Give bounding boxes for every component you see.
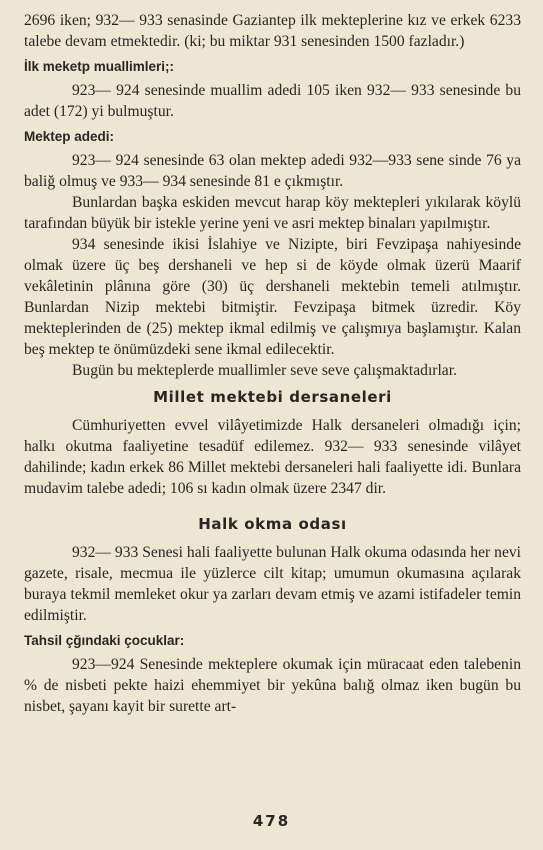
subheading-school-age-children: Tahsil çğındaki çocuklar: xyxy=(24,633,185,648)
paragraph-reading-room: 932— 933 Senesi hali faaliyette bulunan Halk okuma odasında her nevi gazete, risale, mecmua ile yüzlerce cilt kitap; umumun okumasına açılarak buraya tekmil memleket okur ya zarları devam etmiş ve azami istifadeler temin edilmiştir. xyxy=(24,544,521,624)
page-number: 478 xyxy=(252,812,291,830)
section-title-reading-room: Halk okma odası xyxy=(198,515,347,533)
subheading-teachers: İlk meketp muallimleri;: xyxy=(24,59,175,74)
paragraph-millet-schools: Cümhuriyetten evvel vilâyetimizde Halk dersaneleri olmadığı için; halkı okutma faaliyetine tesadüf edilemez. 932— 933 senesinde vilâyet dahilinde; kadın erkek 86 Millet mektebi dersaneleri hali faaliyette idi. Bunlara mudavim talebe adedi; 106 sı kadın olmak üzere 2347 dir. xyxy=(24,417,521,497)
paragraph-teachers-working: Bugün bu mekteplerde muallimler seve seve çalışmaktadırlar. xyxy=(72,362,457,379)
paragraph-teacher-count: 923— 924 senesinde muallim adedi 105 iken 932— 933 senesinde bu adet (172) yi bulmuştur. xyxy=(24,82,521,120)
spacer xyxy=(24,499,521,508)
paragraph-construction: 934 senesinde ikisi İslahiye ve Nizipte, biri Fevzipaşa nahiyesinde olmak üzere üç beş dershaneli ve hep si de köyde olmak üzerü Maarif vekâletinin plânına göre (30) üç dershaneli mektebin temeli atılmıştır. Bunlardan Nizip mektebi bitmiştir. Fevzipaşa bitmek üzredir. Köy mekteplerinden de (25) mektep ikmal edilmiş ve çalışmıya başlamıştır. Kalan beş mektep te önümüzdeki sene ikmal edilecektir. xyxy=(24,236,521,358)
paragraph-student-count: 2696 iken; 932— 933 senasinde Gaziantep ilk mekteplerine kız ve erkek 6233 talebe devam etmektedir. (ki; bu miktar 931 senesinden 1500 fazladır.) xyxy=(24,12,521,50)
subheading-school-count: Mektep adedi: xyxy=(24,129,115,144)
paragraph-enrollment: 923—924 Senesinde mekteplere okumak için müracaat eden talebenin % de nisbeti pekte haizi ehemmiyet bir yekûna balığ olmaz iken bugün bu nisbet, şayanı kayit bir surette art- xyxy=(24,656,521,715)
section-title-millet-schools: Millet mektebi dersaneleri xyxy=(153,388,392,406)
paragraph-school-count: 923— 924 senesinde 63 olan mektep adedi 932—933 sene sinde 76 ya baliğ olmuş ve 933— 934 senesinde 81 e çıkmıştır. xyxy=(24,152,521,190)
paragraph-new-buildings: Bunlardan başka eskiden mevcut harap köy mektepleri yıkılarak köylü tarafından büyük bir istekle yerine yeni ve asri mektep binaları yapılmıştır. xyxy=(24,194,521,232)
